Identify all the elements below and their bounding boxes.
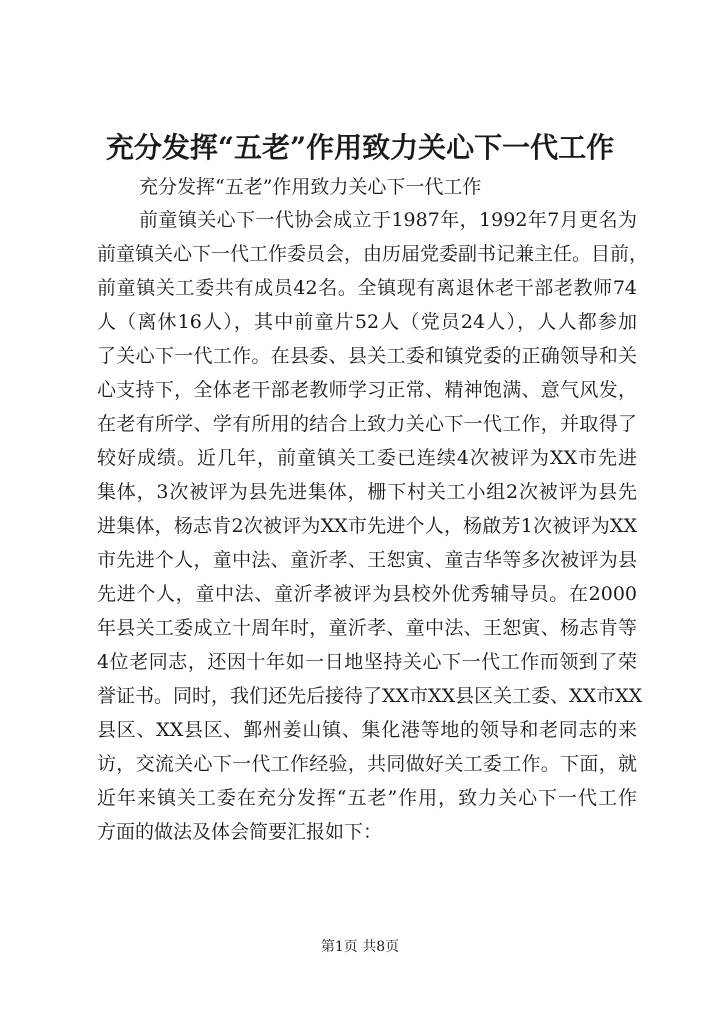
paragraph-line: 方面的做法及体会简要汇报如下： [97, 821, 383, 843]
paragraph-line: 前童镇关心下一代协会成立于1987年，1992年7月更名为 [139, 209, 637, 231]
paragraph-line: 在老有所学、学有所用的结合上致力关心下一代工作，并取得了 [97, 413, 637, 435]
paragraph-line: 访，交流关心下一代工作经验，共同做好关工委工作。下面，就 [97, 753, 637, 775]
paragraph-line: 年县关工委成立十周年时，童沂孝、童中法、王恕寅、杨志肯等 [97, 617, 637, 639]
paragraph-line: 誉证书。同时，我们还先后接待了XX市XX县区关工委、XX市XX [97, 685, 643, 707]
paragraph-line: 前童镇关心下一代工作委员会，由历届党委副书记兼主任。目前， [97, 243, 649, 265]
paragraph-line: 人（离休16人），其中前童片52人（党员24人），人人都参加 [97, 311, 637, 333]
paragraph-line: 集体，3次被评为县先进集体，栅下村关工小组2次被评为县先 [97, 481, 637, 503]
document-subtitle: 充分发挥“五老”作用致力关心下一代工作 [139, 176, 482, 198]
body-paragraph [97, 203, 649, 849]
paragraph-line: 了关心下一代工作。在县委、县关工委和镇党委的正确领导和关 [97, 345, 637, 367]
paragraph-line: 先进个人，童中法、童沂孝被评为县校外优秀辅导员。在2000 [97, 583, 637, 605]
paragraph-line: 较好成绩。近几年，前童镇关工委已连续4次被评为XX市先进 [97, 447, 637, 469]
paragraph-line: 心支持下，全体老干部老教师学习正常、精神饱满、意气风发， [97, 379, 637, 401]
page-footer: 第1页 共8页 [320, 939, 400, 955]
paragraph-line: 进集体，杨志肯2次被评为XX市先进个人，杨啟芳1次被评为XX [97, 515, 637, 537]
paragraph-line: 市先进个人，童中法、童沂孝、王恕寅、童吉华等多次被评为县 [97, 549, 637, 571]
document-title: 充分发挥“五老”作用致力关心下一代工作 [105, 131, 615, 164]
paragraph-line: 4位老同志，还因十年如一日地坚持关心下一代工作而领到了荣 [97, 651, 637, 673]
paragraph-line: 县区、XX县区、鄞州姜山镇、集化港等地的领导和老同志的来 [97, 719, 637, 741]
paragraph-line: 近年来镇关工委在充分发挥“五老”作用，致力关心下一代工作 [97, 787, 637, 809]
paragraph-line: 前童镇关工委共有成员42名。全镇现有离退休老干部老教师74 [97, 277, 637, 299]
